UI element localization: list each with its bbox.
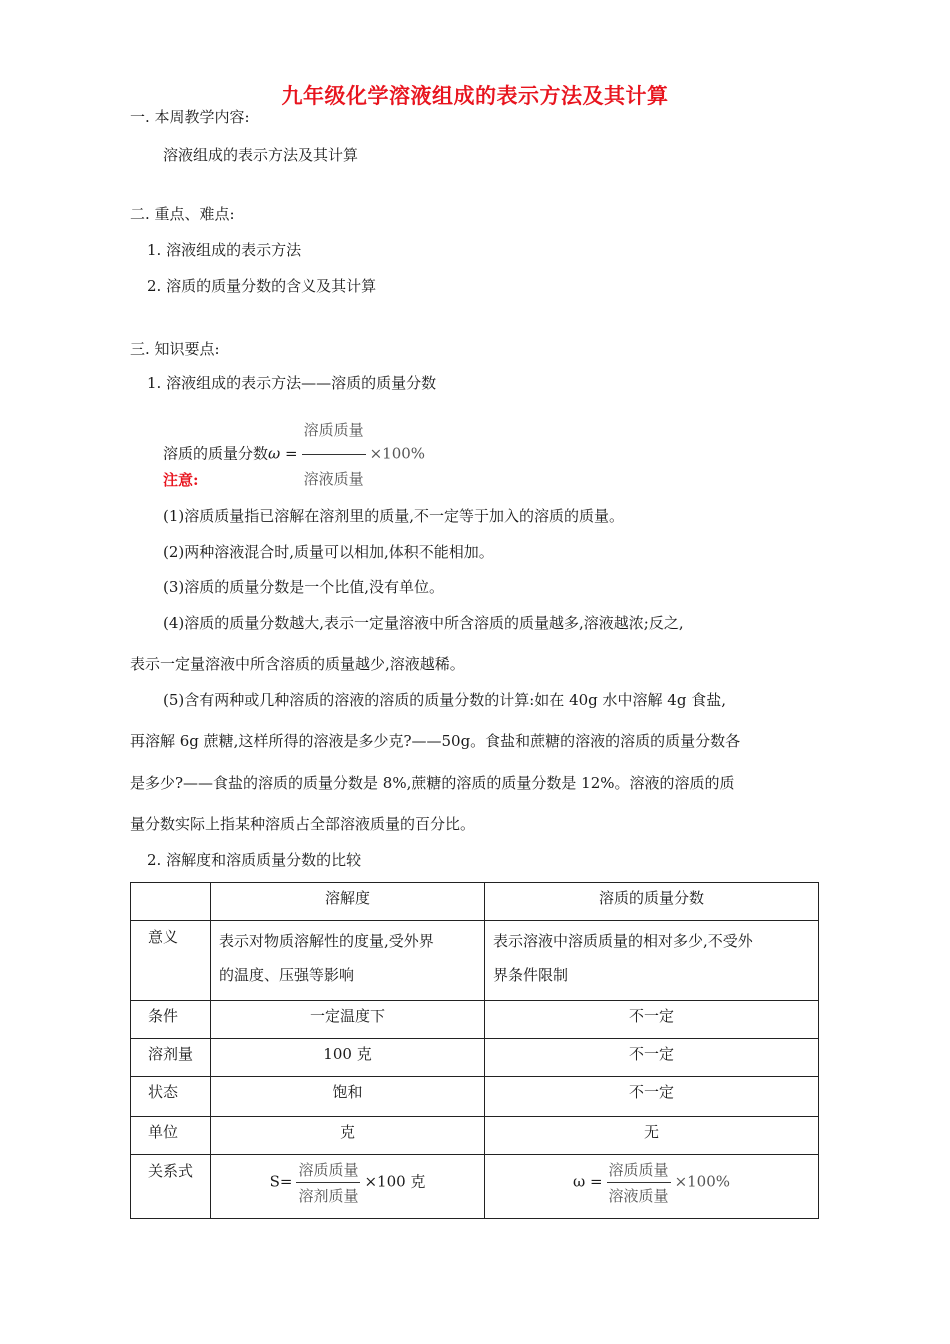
unit-mass-fraction-text: 无: [643, 1123, 659, 1141]
section2-item1: 1. 溶液组成的表示方法: [147, 241, 302, 259]
mass-fraction-formula-suffix: ×100%: [674, 1172, 731, 1191]
row-label-meaning-text: 意义: [148, 928, 179, 946]
section1-content: 溶液组成的表示方法及其计算: [163, 146, 359, 164]
table-row: [131, 1117, 819, 1155]
row-label-condition: [131, 1001, 211, 1039]
mass-fraction-formula-fraction: [607, 1159, 671, 1206]
meaning-mass-fraction-line1: 表示溶液中溶质质量的相对多少,不受外: [493, 932, 753, 950]
note-5-cont3: 量分数实际上指某种溶质占全部溶液质量的百分比。: [130, 815, 476, 833]
note-1: (1)溶质质量指已溶解在溶剂里的质量,不一定等于加入的溶质的质量。: [163, 507, 625, 525]
solubility-formula: [211, 1155, 484, 1206]
solubility-formula-denominator: 溶剂质量: [298, 1187, 359, 1205]
state-solubility-text: 饱和: [332, 1083, 363, 1101]
meaning-mass-fraction-line2: 界条件限制: [493, 966, 569, 984]
solvent-mass-fraction-text: 不一定: [628, 1045, 674, 1063]
header-mass-fraction-text: 溶质的质量分数: [598, 889, 704, 907]
row-label-condition-text: 条件: [148, 1007, 179, 1025]
note-2: (2)两种溶液混合时,质量可以相加,体积不能相加。: [163, 543, 494, 561]
section1-heading: 一. 本周教学内容:: [130, 108, 250, 126]
row-label-relation: [131, 1155, 211, 1219]
section2-heading: 二. 重点、难点:: [130, 205, 235, 223]
state-solubility: [211, 1077, 485, 1117]
row-label-relation-text: 关系式: [148, 1162, 194, 1180]
note-4-cont: 表示一定量溶液中所含溶质的质量越少,溶液越稀。: [130, 655, 465, 673]
formula-suffix: ×100%: [369, 444, 426, 463]
solubility-formula-suffix: ×100 克: [364, 1172, 426, 1191]
note-5-cont1: 再溶解 6g 蔗糖,这样所得的溶液是多少克?——50g。食盐和蔗糖的溶液的溶质的质量分数各: [130, 732, 741, 750]
state-mass-fraction-text: 不一定: [628, 1083, 674, 1101]
condition-solubility-text: 一定温度下: [309, 1007, 385, 1025]
solubility-formula-fraction: [296, 1159, 360, 1206]
section2-item2: 2. 溶质的质量分数的含义及其计算: [147, 277, 377, 295]
table-row: [131, 1039, 819, 1077]
mass-fraction-formula-denominator: 溶液质量: [608, 1187, 669, 1205]
unit-mass-fraction: [485, 1117, 819, 1155]
condition-mass-fraction-text: 不一定: [628, 1007, 674, 1025]
solubility-formula-numerator: 溶质质量: [296, 1159, 360, 1183]
mass-fraction-formula: [163, 408, 425, 501]
row-label-state: [131, 1077, 211, 1117]
formula-symbol: ω =: [268, 444, 298, 463]
row-label-unit: [131, 1117, 211, 1155]
meaning-mass-fraction: [485, 921, 819, 1001]
formula-denominator: 溶液质量: [303, 470, 364, 488]
mass-fraction-table-formula: [485, 1155, 818, 1206]
note-5-cont2: 是多少?——食盐的溶质的质量分数是 8%,蔗糖的溶质的质量分数是 12%。溶液的溶质的质: [130, 774, 735, 792]
meaning-solubility-line2: 的温度、压强等影响: [219, 966, 355, 984]
condition-mass-fraction: [485, 1001, 819, 1039]
solvent-solubility: [211, 1039, 485, 1077]
relation-mass-fraction: [485, 1155, 819, 1219]
unit-solubility-text: 克: [339, 1123, 355, 1141]
header-solubility: [211, 883, 485, 921]
meaning-solubility: [211, 921, 485, 1001]
unit-solubility: [211, 1117, 485, 1155]
row-label-solvent-text: 溶剂量: [148, 1045, 194, 1063]
document-title: 九年级化学溶液组成的表示方法及其计算: [281, 83, 669, 108]
row-label-state-text: 状态: [148, 1083, 179, 1101]
note-3: (3)溶质的质量分数是一个比值,没有单位。: [163, 578, 445, 596]
mass-fraction-formula-numerator: 溶质质量: [607, 1159, 671, 1183]
note-label: 注意:: [163, 471, 199, 489]
section3-heading: 三. 知识要点:: [130, 340, 220, 358]
header-mass-fraction: [485, 883, 819, 921]
relation-solubility: [211, 1155, 485, 1219]
solvent-solubility-text: 100 克: [323, 1045, 372, 1063]
section3-point2: 2. 溶解度和溶质质量分数的比较: [147, 851, 362, 869]
header-empty-cell: [131, 883, 211, 921]
condition-solubility: [211, 1001, 485, 1039]
table-row: [131, 1077, 819, 1117]
mass-fraction-formula-prefix: ω =: [572, 1172, 603, 1191]
comparison-table: [130, 882, 819, 1219]
meaning-solubility-line1: 表示对物质溶解性的度量,受外界: [219, 932, 434, 950]
section3-point1: 1. 溶液组成的表示方法——溶质的质量分数: [147, 374, 437, 392]
row-label-meaning: [131, 921, 211, 1001]
table-header-row: [131, 883, 819, 921]
table-row: [131, 1001, 819, 1039]
formula-lhs: 溶质的质量分数: [163, 444, 269, 463]
row-label-solvent: [131, 1039, 211, 1077]
formula-numerator: 溶质质量: [302, 408, 366, 455]
solubility-formula-prefix: S=: [269, 1172, 293, 1191]
header-solubility-text: 溶解度: [324, 889, 370, 907]
table-row-relation: [131, 1155, 819, 1219]
formula-fraction: [302, 408, 366, 501]
row-label-unit-text: 单位: [148, 1123, 179, 1141]
note-4: (4)溶质的质量分数越大,表示一定量溶液中所含溶质的质量越多,溶液越浓;反之,: [163, 614, 684, 632]
solvent-mass-fraction: [485, 1039, 819, 1077]
state-mass-fraction: [485, 1077, 819, 1117]
table-row-meaning: [131, 921, 819, 1001]
note-5: (5)含有两种或几种溶质的溶液的溶质的质量分数的计算:如在 40g 水中溶解 4g 食盐,: [163, 691, 726, 709]
